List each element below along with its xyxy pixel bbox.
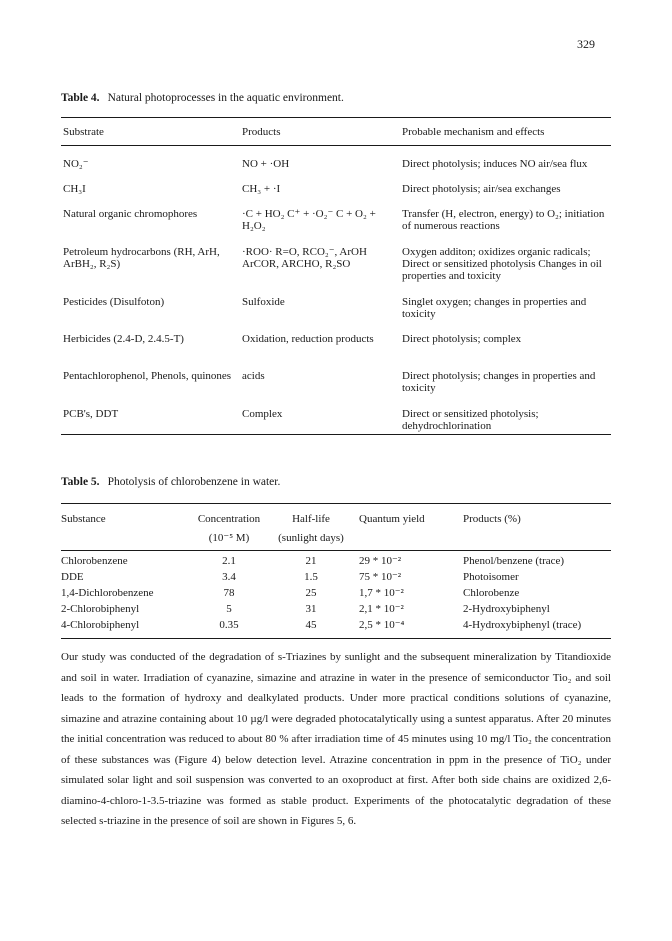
- table-row: [61, 618, 611, 636]
- table4-cell: Pesticides (Disulfoton): [63, 296, 165, 308]
- table4-cell: Herbicides (2.4-D, 2.4.5-T): [63, 333, 184, 345]
- table4-cell: CH₃ + ·I: [242, 183, 281, 195]
- table4-cell: Oxygen additon; oxidizes organic radicals; Direct or sensitized photolysis Changes in oil properties and toxicity: [402, 246, 602, 282]
- table4-cell: CH₃I: [63, 183, 86, 195]
- table5-header-row: [61, 512, 611, 527]
- table5-subheader-cell: (sunlight days): [278, 532, 344, 544]
- table5-cell: 25: [305, 587, 317, 599]
- table5-header-rule: [61, 550, 611, 551]
- table4-cell: ·C + HO₂ C⁺ + ·O₂⁻ C + O₂ + H₂O₂: [242, 208, 376, 232]
- table4-cell: Direct photolysis; air/sea exchanges: [402, 183, 561, 195]
- table-row: [61, 554, 611, 570]
- table5-cell: 21: [305, 555, 317, 567]
- table5-cell: 2.1: [222, 555, 236, 567]
- table4-cell: Direct photolysis; complex: [402, 333, 522, 345]
- table4-cell: Pentachlorophenol, Phenols, quinones: [63, 370, 232, 382]
- body-paragraph: Our study was conducted of the degradation of s-Triazines by sunlight and the subsequent mineralization by Titandioxide and soil in water. Irradiation of cyanazine, simazine and atrazine in water in the presence of semiconductor Tio₂ and soil leads to the formation of hydroxy and dealkylated products. Under more practical conditions solutions of cyanazine, simazine and atrazine containing about 10 µg/l were degraded photocatalytically using a suntest apparatus. After 20 minutes the initial concentration was reduced to about 80 % after irradiation time of 45 minutes using 10 mg/l Tio₂ the concentration of these substances was (Figure 4) below detection level. Atrazine concentration in ppm in the presence of TiO₂ under simulated solar light and soil suspension was converted to an oxoproduct at first. After both side chains are oxidized 2,6-diamino-4-chloro-1-3.5-triazine was formed as stable product. Experiments of the photocatalytic degradation of these selected s-triazine in the presence of soil are shown in Figures 5, 6.: [61, 651, 611, 827]
- table-row: [61, 246, 611, 296]
- table4-cell: Oxidation, reduction products: [242, 333, 374, 345]
- table5-cell: 1,7 * 10⁻²: [359, 587, 404, 599]
- table5-cell: 1.5: [304, 571, 318, 583]
- table4-cell: Singlet oxygen; changes in properties and toxicity: [402, 296, 587, 320]
- table5-cell: 75 * 10⁻²: [359, 571, 402, 583]
- table5-bottom-rule: [61, 638, 611, 639]
- table5-header-cell: Quantum yield: [359, 513, 425, 525]
- table-row: [61, 296, 611, 333]
- table-row: [61, 183, 611, 208]
- table4-cell: Transfer (H, electron, energy) to O₂; initiation of numerous reactions: [402, 208, 605, 232]
- table5-cell: Phenol/benzene (trace): [463, 555, 565, 567]
- table4-cell: PCB's, DDT: [63, 408, 119, 420]
- table5-cell: 0.35: [219, 619, 239, 631]
- table5-title: Photolysis of chlorobenzene in water.: [107, 476, 281, 488]
- table-row: [61, 333, 611, 370]
- table5-subheader-cell: (10⁻⁵ M): [208, 532, 250, 544]
- table5-header-cell: Concentration: [197, 513, 261, 525]
- table5-header-cell: Half-life: [292, 513, 330, 525]
- table5-caption: [61, 476, 280, 488]
- table5-label: Table 5.: [61, 476, 100, 488]
- table4-top-rule: [61, 117, 611, 118]
- table5-cell: 31: [305, 603, 317, 615]
- table5-cell: 45: [305, 619, 317, 631]
- table4-caption: [61, 92, 344, 104]
- table5-cell: Chlorobenze: [463, 587, 520, 599]
- table4-cell: Direct photolysis; changes in properties and toxicity: [402, 370, 596, 394]
- table-row: [61, 602, 611, 618]
- table5-cell: 2-Hydroxybiphenyl: [463, 603, 550, 615]
- table4-header-cell: Products: [242, 126, 281, 138]
- page-number: 329: [577, 37, 595, 51]
- table5-cell: Chlorobenzene: [61, 555, 128, 567]
- table5-cell: Photoisomer: [463, 571, 519, 583]
- table4-header-row: [61, 126, 611, 140]
- table5-cell: 3.4: [222, 571, 236, 583]
- table4-label: Table 4.: [61, 92, 100, 104]
- table4-cell: Sulfoxide: [242, 296, 285, 308]
- table-row: [61, 158, 611, 183]
- table-row: [61, 570, 611, 586]
- table4-cell: ·ROO· R=O, RCO₂⁻, ArOH ArCOR, ARCHO, R₂SO: [242, 246, 367, 270]
- table4-cell: Direct or sensitized photolysis; dehydrochlorination: [402, 408, 539, 432]
- table5: [61, 512, 611, 639]
- table5-cell: 2,1 * 10⁻²: [359, 603, 404, 615]
- table5-cell: 1,4-Dichlorobenzene: [61, 587, 154, 599]
- table5-cell: 4-Hydroxybiphenyl (trace): [463, 619, 582, 631]
- table5-header-cell: Substance: [61, 513, 106, 525]
- table4-cell: Complex: [242, 408, 283, 420]
- table5-cell: 5: [226, 603, 232, 615]
- table-row: [61, 370, 611, 408]
- table4-cell: NO + ·OH: [242, 158, 290, 170]
- table5-header-cell: Products (%): [463, 513, 521, 525]
- table4-header-cell: Probable mechanism and effects: [402, 126, 545, 138]
- table5-subheader-row: [61, 531, 611, 546]
- table-row: [61, 408, 611, 434]
- table4-cell: Natural organic chromophores: [63, 208, 198, 220]
- table5-cell: DDE: [61, 571, 84, 583]
- table5-cell: 4-Chlorobiphenyl: [61, 619, 140, 631]
- table5-cell: 2-Chlorobiphenyl: [61, 603, 140, 615]
- table4: [61, 126, 611, 435]
- table-row: [61, 586, 611, 602]
- table-row: [61, 208, 611, 246]
- table4-bottom-rule: [61, 434, 611, 435]
- table4-cell: Direct photolysis; induces NO air/sea flux: [402, 158, 588, 170]
- table4-header-rule: [61, 145, 611, 146]
- table5-cell: 29 * 10⁻²: [359, 555, 402, 567]
- table4-cell: Petroleum hydrocarbons (RH, ArH, ArBH₂, R₂S): [63, 246, 220, 270]
- table4-title: Natural photoprocesses in the aquatic environment.: [107, 92, 344, 104]
- table4-cell: NO₂⁻: [63, 158, 89, 170]
- table4-cell: acids: [242, 370, 265, 382]
- table4-header-cell: Substrate: [63, 126, 104, 138]
- table5-top-rule: [61, 503, 611, 504]
- table5-cell: 2,5 * 10⁻⁴: [359, 619, 405, 631]
- table5-cell: 78: [223, 587, 235, 599]
